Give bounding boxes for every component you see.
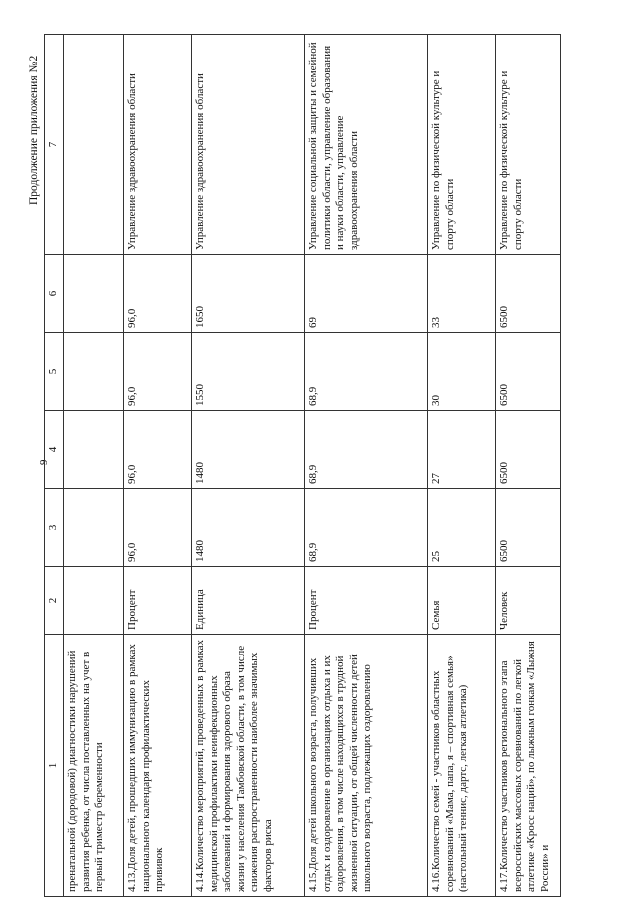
table-row — [305, 35, 428, 897]
page-number: 9 — [38, 459, 50, 465]
value-cell: 30 — [428, 333, 496, 411]
value-cell: 1480 — [192, 411, 305, 489]
unit-cell: Процент — [305, 567, 428, 635]
value-cell: 96,0 — [124, 411, 192, 489]
responsible-cell: Управление здравоохранения области — [192, 35, 305, 255]
value-cell: 96,0 — [124, 333, 192, 411]
value-cell: 1650 — [192, 255, 305, 333]
responsible-cell: Управление социальной защиты и семейной политики области, управление образования и науки области, управление здравоохранения области — [305, 35, 428, 255]
value-cell: 68,9 — [305, 333, 428, 411]
appendix-caption: Продолжение приложения №2 — [28, 55, 40, 205]
unit-cell — [64, 567, 124, 635]
value-cell: 1550 — [192, 333, 305, 411]
value-cell: 27 — [428, 411, 496, 489]
indicator-cell: 4.14.Количество мероприятий, проведенных в рамках медицинской профилактики неинфекционных заболеваний и формирования здорового образа жизни у населения Тамбовской области, в том числе снижения распространенности наиболее значимых факторов риска — [192, 635, 305, 897]
responsible-cell: Управление здравоохранения области — [124, 35, 192, 255]
responsible-cell: Управление по физической культуре и спорту области — [496, 35, 561, 255]
table-row — [192, 35, 305, 897]
value-cell: 6500 — [496, 255, 561, 333]
value-cell: 96,0 — [124, 489, 192, 567]
value-cell — [64, 489, 124, 567]
value-cell — [64, 333, 124, 411]
value-cell: 68,9 — [305, 411, 428, 489]
value-cell — [64, 411, 124, 489]
indicator-cell: 4.15.Доля детей школьного возраста, получивших отдых и оздоровление в организациях отдыха и их оздоровления, в том числе находящихся в трудной жизненной ситуации, от общей численности детей школьного возраста, подлежащих оздоровлению — [305, 635, 428, 897]
indicator-cell: 4.13.Доля детей, прошедших иммунизацию в рамках национального календаря профилактических прививок — [124, 635, 192, 897]
table-row — [64, 35, 124, 897]
column-number: 4 — [45, 411, 64, 489]
table-row — [428, 35, 496, 897]
value-cell: 6500 — [496, 411, 561, 489]
unit-cell: Процент — [124, 567, 192, 635]
value-cell: 69 — [305, 255, 428, 333]
column-number: 1 — [45, 635, 64, 897]
responsible-cell: Управление по физической культуре и спорту области — [428, 35, 496, 255]
value-cell: 6500 — [496, 489, 561, 567]
responsible-cell — [64, 35, 124, 255]
column-number-row — [45, 35, 64, 897]
unit-cell: Человек — [496, 567, 561, 635]
indicators-table — [44, 34, 561, 897]
table-row — [496, 35, 561, 897]
indicator-cell: пренатальной (дородовой) диагностики нарушений развития ребенка, от числа поставленных на учет в первый триместр беременности — [64, 635, 124, 897]
value-cell: 1480 — [192, 489, 305, 567]
column-number: 7 — [45, 35, 64, 255]
unit-cell: Семья — [428, 567, 496, 635]
value-cell — [64, 255, 124, 333]
column-number: 6 — [45, 255, 64, 333]
column-number: 2 — [45, 567, 64, 635]
value-cell: 96,0 — [124, 255, 192, 333]
indicator-cell: 4.17.Количество участников регионального этапа всероссийских массовых соревнований по легкой атлетике «Кросс наций», по лыжным гонкам «Лыжня России» и — [496, 635, 561, 897]
column-number: 5 — [45, 333, 64, 411]
table-row — [124, 35, 192, 897]
indicator-cell: 4.16.Количество семей - участников областных соревнований «Мама, папа, я – спортивная семья» (настольный теннис, дартс, легкая атлетика) — [428, 635, 496, 897]
value-cell: 33 — [428, 255, 496, 333]
value-cell: 6500 — [496, 333, 561, 411]
column-number: 3 — [45, 489, 64, 567]
value-cell: 68,9 — [305, 489, 428, 567]
unit-cell: Единица — [192, 567, 305, 635]
value-cell: 25 — [428, 489, 496, 567]
